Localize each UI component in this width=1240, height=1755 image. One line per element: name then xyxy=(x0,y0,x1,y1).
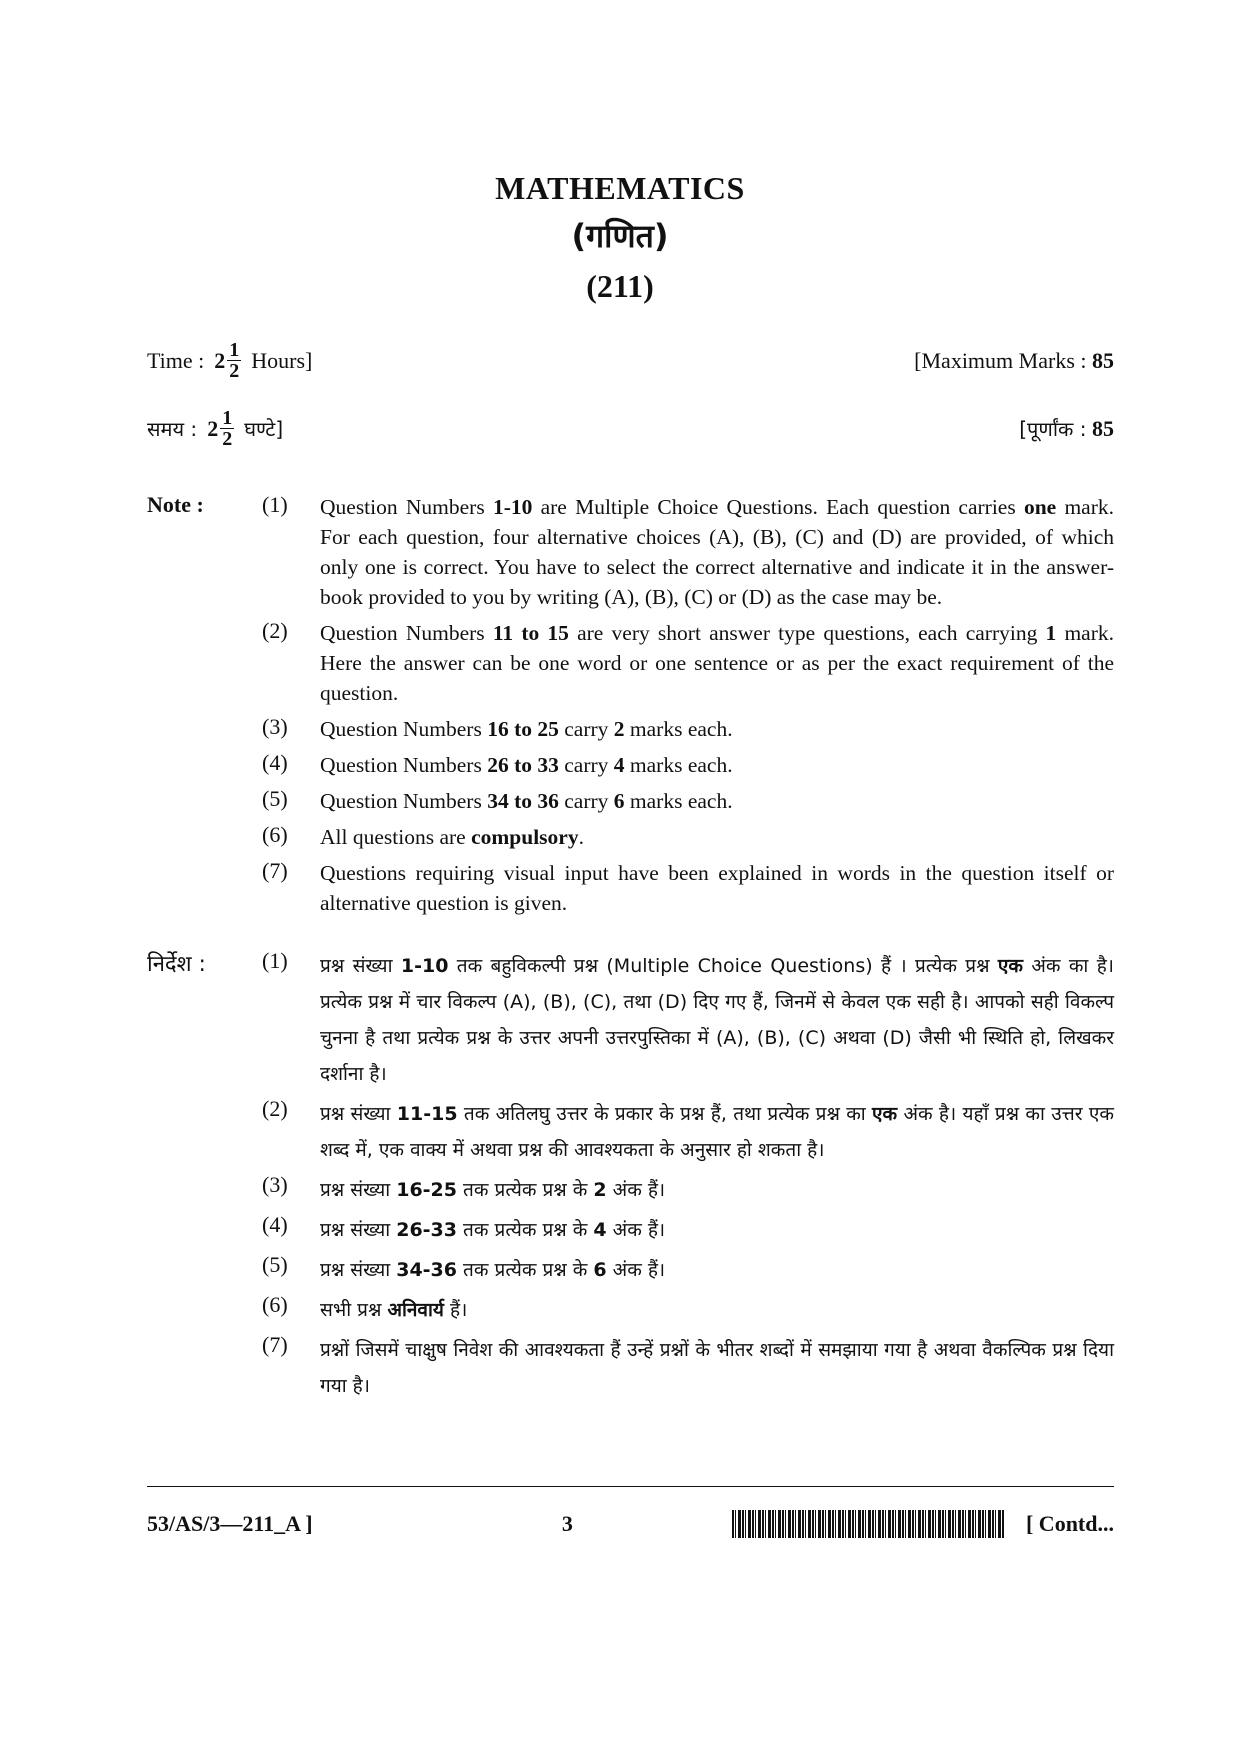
note-text: Question Numbers xyxy=(320,753,488,777)
note-text-bold: compulsory xyxy=(471,825,579,849)
note-text-bold: 34 to 36 xyxy=(487,789,559,813)
time-denominator: 2 xyxy=(229,360,240,382)
note-text: . xyxy=(578,825,584,849)
note-label-hindi: निर्देश : xyxy=(147,952,206,977)
max-marks-value-hindi: 85 xyxy=(1092,416,1114,441)
time-fraction-hindi xyxy=(220,408,234,449)
note-text-bold: 26-33 xyxy=(396,1219,458,1241)
note-text-bold: अनिवार्य xyxy=(387,1299,444,1321)
contd-label: [ Contd... xyxy=(1025,1511,1114,1536)
page-number: 3 xyxy=(561,1511,573,1536)
barcode-icon xyxy=(732,1510,1004,1538)
note-item xyxy=(262,786,1114,816)
footer-right xyxy=(732,1510,1114,1538)
note-item-text xyxy=(320,1172,1114,1208)
paper-code: 53/AS/3—211_A ] xyxy=(147,1511,313,1536)
note-text: Question Numbers xyxy=(320,789,488,813)
note-text: प्रश्न संख्या xyxy=(320,1219,397,1241)
note-group-hindi xyxy=(147,948,1114,1408)
note-text-bold: 2 xyxy=(593,1179,607,1201)
time-denominator-hindi: 2 xyxy=(222,428,233,450)
subject-code: (211) xyxy=(586,268,654,304)
time-unit: Hours] xyxy=(251,347,313,373)
note-text-bold: 4 xyxy=(613,753,625,777)
note-text-bold: 16 to 25 xyxy=(487,717,559,741)
note-text: are Multiple Choice Questions. Each question carries xyxy=(532,495,1024,519)
time-row-english xyxy=(147,340,1114,381)
note-text: carry xyxy=(558,789,614,813)
note-text: अंक है। यहाँ प्रश्न का उत्तर एक शब्द में, एक वाक्य में अथवा प्रश्न की आवश्यकता के अनुसार हो शकता है। xyxy=(320,1103,1114,1161)
note-text: तक अतिलघु उत्तर के प्रकार के प्रश्न हैं, तथा प्रत्येक प्रश्न का xyxy=(457,1103,873,1125)
note-text: carry xyxy=(558,753,614,777)
note-text: प्रश्न संख्या xyxy=(320,1259,397,1281)
max-marks-value: 85 xyxy=(1092,347,1114,373)
note-text: प्रश्न संख्या xyxy=(320,1179,397,1201)
note-item-text xyxy=(320,1096,1114,1168)
note-text-bold: 1-10 xyxy=(400,955,449,977)
note-text: तक बहुविकल्पी प्रश्न (Multiple Choice Questions) हैं । प्रत्येक प्रश्न xyxy=(448,955,998,977)
note-text: प्रश्नों जिसमें चाक्षुष निवेश की आवश्यकता हैं उन्हें प्रश्नों के भीतर शब्दों में समझाया गया है अथवा वैकल्पिक प्रश्न दिया गया है। xyxy=(320,1339,1114,1397)
note-item-number: (5) xyxy=(262,786,288,811)
max-marks-english xyxy=(914,348,1114,374)
note-item xyxy=(262,858,1114,918)
note-text: अंक हैं। xyxy=(606,1179,666,1201)
note-text-bold: 2 xyxy=(613,717,625,741)
note-text-bold: 1-10 xyxy=(492,495,533,519)
note-text-bold: 16-25 xyxy=(396,1179,458,1201)
time-value xyxy=(214,340,241,381)
note-item-number: (4) xyxy=(262,1212,288,1237)
note-item-text xyxy=(320,786,1114,816)
note-text: हैं। xyxy=(443,1299,468,1321)
note-text: अंक हैं। xyxy=(606,1259,666,1281)
note-item xyxy=(262,1172,1114,1208)
note-item-number: (3) xyxy=(262,714,288,739)
max-marks-hindi xyxy=(1019,415,1114,442)
note-group-english xyxy=(147,492,1114,924)
max-marks-label: [Maximum Marks : xyxy=(914,347,1087,373)
time-unit-hindi: घण्टे] xyxy=(244,417,284,441)
note-text: Question Numbers xyxy=(320,717,488,741)
note-item-number: (2) xyxy=(262,1096,288,1121)
note-item-text xyxy=(320,492,1114,612)
note-item-number: (6) xyxy=(262,822,288,847)
time-fraction xyxy=(227,340,241,381)
note-item-text xyxy=(320,618,1114,708)
note-item xyxy=(262,1252,1114,1288)
note-text: तक प्रत्येक प्रश्न के xyxy=(457,1219,594,1241)
note-text: तक प्रत्येक प्रश्न के xyxy=(457,1259,594,1281)
note-text-bold: 34-36 xyxy=(396,1259,458,1281)
note-text-bold: 6 xyxy=(613,789,625,813)
note-item xyxy=(262,714,1114,744)
note-text: अंक हैं। xyxy=(606,1219,666,1241)
note-item xyxy=(262,1096,1114,1168)
note-text: mark. For each question, four alternative choices (A), (B), (C) and (D) are provided, of which only one is correct. You have to select the correct alternative and indicate it in the answer-book provided to you by writing (A), (B), (C) or (D) as the case may be. xyxy=(320,495,1115,609)
note-text-bold: 6 xyxy=(593,1259,607,1281)
note-item-number: (7) xyxy=(262,858,288,883)
note-item xyxy=(262,1292,1114,1328)
note-text: mark. Here the answer can be one word or one sentence or as per the exact requirement of the question. xyxy=(320,621,1114,705)
note-text-bold: 4 xyxy=(593,1219,607,1241)
note-text: Question Numbers xyxy=(320,621,493,645)
time-value-hindi xyxy=(207,408,234,449)
time-english xyxy=(147,340,312,381)
note-text-bold: 26 to 33 xyxy=(487,753,559,777)
note-text: प्रश्न संख्या xyxy=(320,955,401,977)
note-item-text xyxy=(320,1252,1114,1288)
note-item-number: (7) xyxy=(262,1332,288,1357)
note-item-text xyxy=(320,1292,1114,1328)
time-numerator: 1 xyxy=(229,339,240,361)
note-text: marks each. xyxy=(624,753,733,777)
note-item-text xyxy=(320,1212,1114,1248)
note-text-bold: 11-15 xyxy=(396,1103,458,1125)
note-item-number: (6) xyxy=(262,1292,288,1317)
note-item-number: (2) xyxy=(262,618,288,643)
note-text: marks each. xyxy=(624,717,733,741)
notes-english xyxy=(147,492,1114,924)
note-item xyxy=(262,1212,1114,1248)
time-row-hindi xyxy=(147,408,1114,449)
note-text: अंक का है। प्रत्येक प्रश्न में चार विकल्प (A), (B), (C), तथा (D) दिए गए हैं, जिनमें से केवल एक सही है। आपको सही विकल्प चुनना है तथा प्रत्येक प्रश्न के उत्तर अपनी उत्तरपुस्तिका में (A), (B), (C) अथवा (D) जैसी भी स्थिति हो, लिखकर दर्शाना है। xyxy=(320,955,1115,1085)
note-text-bold: एक xyxy=(997,955,1024,977)
note-text-bold: 11 to 15 xyxy=(492,621,569,645)
time-whole-hindi: 2 xyxy=(207,415,219,441)
title-block xyxy=(0,168,1240,306)
notes-hindi xyxy=(147,948,1114,1408)
note-text: Question Numbers xyxy=(320,495,493,519)
time-whole: 2 xyxy=(214,347,226,373)
note-item-number: (1) xyxy=(262,492,288,517)
note-item-text xyxy=(320,1332,1114,1404)
note-text: तक प्रत्येक प्रश्न के xyxy=(457,1179,594,1201)
note-label: Note : xyxy=(147,492,204,517)
note-items-hindi xyxy=(262,948,1114,1408)
note-item xyxy=(262,948,1114,1092)
note-item-number: (4) xyxy=(262,750,288,775)
note-item-text xyxy=(320,822,1114,852)
time-label: Time : xyxy=(147,347,205,373)
paper-title-hindi: (गणित) xyxy=(571,217,669,255)
note-item xyxy=(262,750,1114,780)
paper-title: MATHEMATICS xyxy=(495,170,745,206)
note-text-bold: one xyxy=(1023,495,1057,519)
note-item xyxy=(262,822,1114,852)
note-text: are very short answer type questions, each carrying xyxy=(568,621,1046,645)
note-text: Questions requiring visual input have been explained in words in the question itself or alternative question is given. xyxy=(320,861,1114,915)
page-footer xyxy=(147,1510,1114,1538)
note-item-number: (5) xyxy=(262,1252,288,1277)
note-text: All questions are xyxy=(320,825,472,849)
note-text: सभी प्रश्न xyxy=(320,1299,388,1321)
note-item-text xyxy=(320,714,1114,744)
note-item-text xyxy=(320,750,1114,780)
note-item xyxy=(262,492,1114,612)
note-text: carry xyxy=(558,717,614,741)
note-item-text xyxy=(320,858,1114,918)
time-hindi xyxy=(147,408,283,449)
note-item xyxy=(262,1332,1114,1404)
note-item-number: (3) xyxy=(262,1172,288,1197)
footer-divider xyxy=(147,1486,1114,1487)
note-item-text xyxy=(320,948,1114,1092)
time-numerator-hindi: 1 xyxy=(222,407,233,429)
time-label-hindi: समय : xyxy=(147,417,198,441)
note-item xyxy=(262,618,1114,708)
note-text-bold: 1 xyxy=(1045,621,1057,645)
max-marks-label-hindi: [पूर्णांक : xyxy=(1019,417,1087,441)
note-items-english xyxy=(262,492,1114,924)
note-text-bold: एक xyxy=(872,1103,898,1125)
note-item-number: (1) xyxy=(262,948,288,973)
note-text: marks each. xyxy=(624,789,733,813)
note-text: प्रश्न संख्या xyxy=(320,1103,397,1125)
